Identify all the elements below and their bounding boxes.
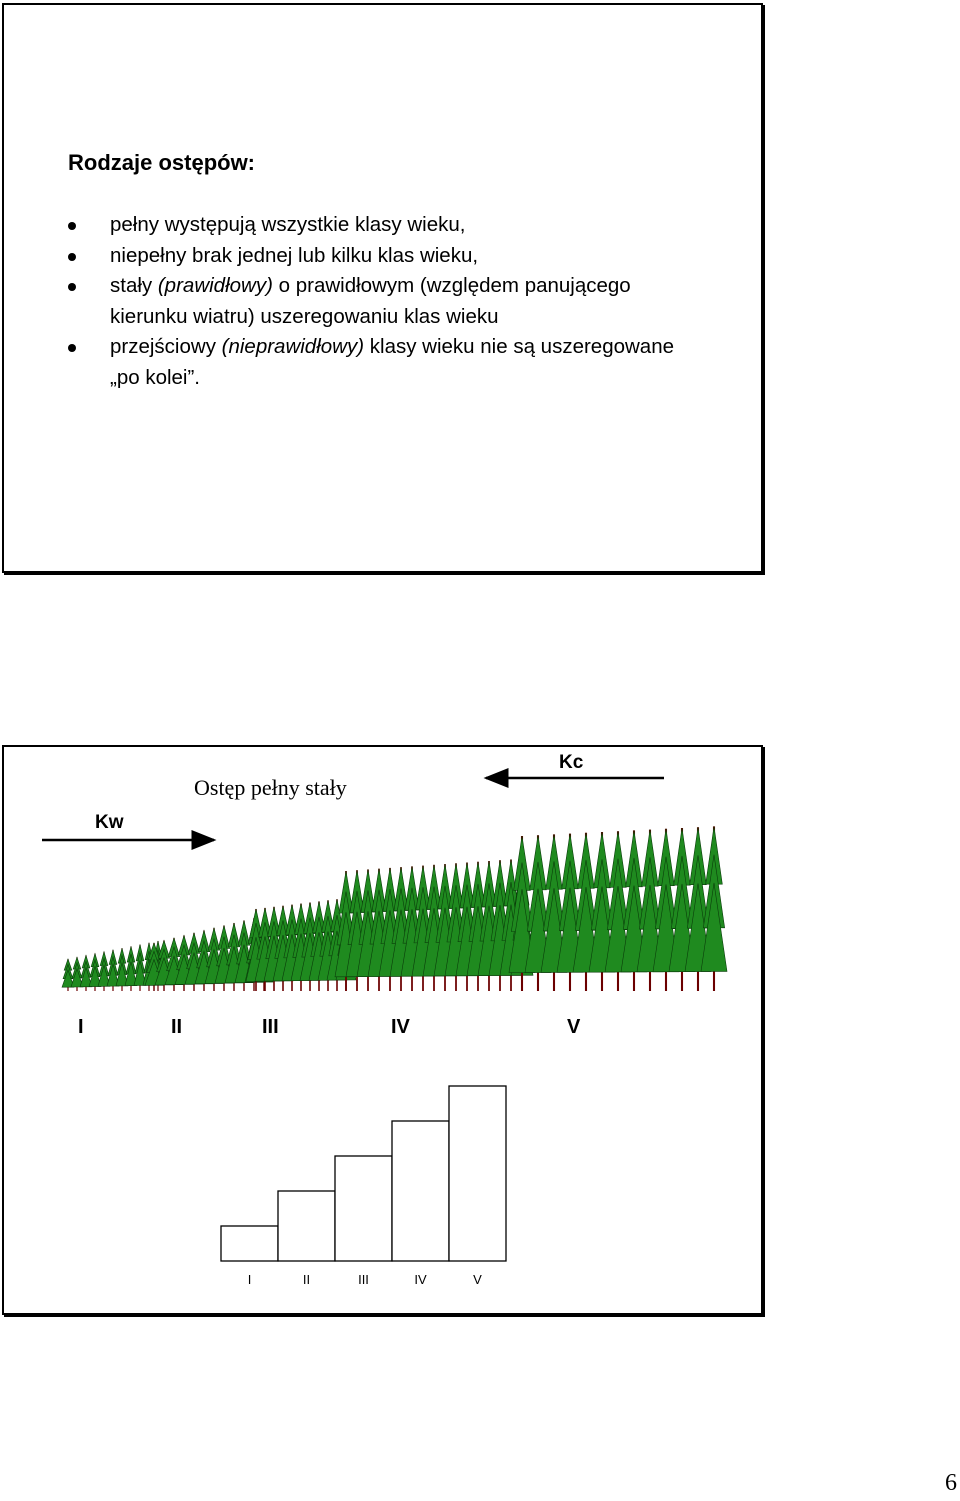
bar xyxy=(449,1086,506,1261)
bullet-item: niepełny brak jednej lub kilku klas wieku, xyxy=(4,241,704,272)
bar xyxy=(335,1156,392,1261)
bar-tick-label: I xyxy=(247,1272,252,1287)
page-number: 6 xyxy=(945,1470,957,1496)
age-class-label: IV xyxy=(391,1016,410,1038)
kc-label: Kc xyxy=(559,752,584,773)
bar-tick-label: II xyxy=(302,1272,311,1287)
forest-diagram xyxy=(4,747,761,1313)
age-class-label: II xyxy=(171,1016,183,1038)
bullet-item: stały (prawidłowy) o prawidłowym (względem panującego kierunku wiatru) uszeregowaniu klas wieku xyxy=(4,271,704,332)
bullet-item: przejściowy (nieprawidłowy) klasy wieku nie są uszeregowane „po kolei”. xyxy=(4,332,704,393)
age-class-label: I xyxy=(78,1016,84,1038)
kw-label: Kw xyxy=(95,812,124,833)
bullet-dot-icon xyxy=(68,283,76,291)
bar-tick-label: III xyxy=(358,1272,369,1287)
bar-tick-label: IV xyxy=(414,1272,427,1287)
diagram-title: Ostęp pełny stały xyxy=(194,775,347,800)
age-class-label: III xyxy=(262,1016,279,1038)
bullet-dot-icon xyxy=(68,222,76,230)
bullet-list xyxy=(4,210,704,393)
age-class-label: V xyxy=(567,1016,581,1038)
bar xyxy=(392,1121,449,1261)
tree-group xyxy=(62,826,727,991)
bullet-dot-icon xyxy=(68,344,76,352)
bar xyxy=(278,1191,335,1261)
bullet-dot-icon xyxy=(68,253,76,261)
slide-2 xyxy=(2,745,763,1315)
bullet-item: pełny występują wszystkie klasy wieku, xyxy=(4,210,704,241)
forest-class-labels xyxy=(78,1016,581,1038)
bar-tick-label: V xyxy=(473,1272,482,1287)
bar xyxy=(221,1226,278,1261)
bar-chart xyxy=(221,1086,506,1287)
slide-title: Rodzaje ostępów: xyxy=(68,150,256,175)
slide-1 xyxy=(2,3,763,573)
